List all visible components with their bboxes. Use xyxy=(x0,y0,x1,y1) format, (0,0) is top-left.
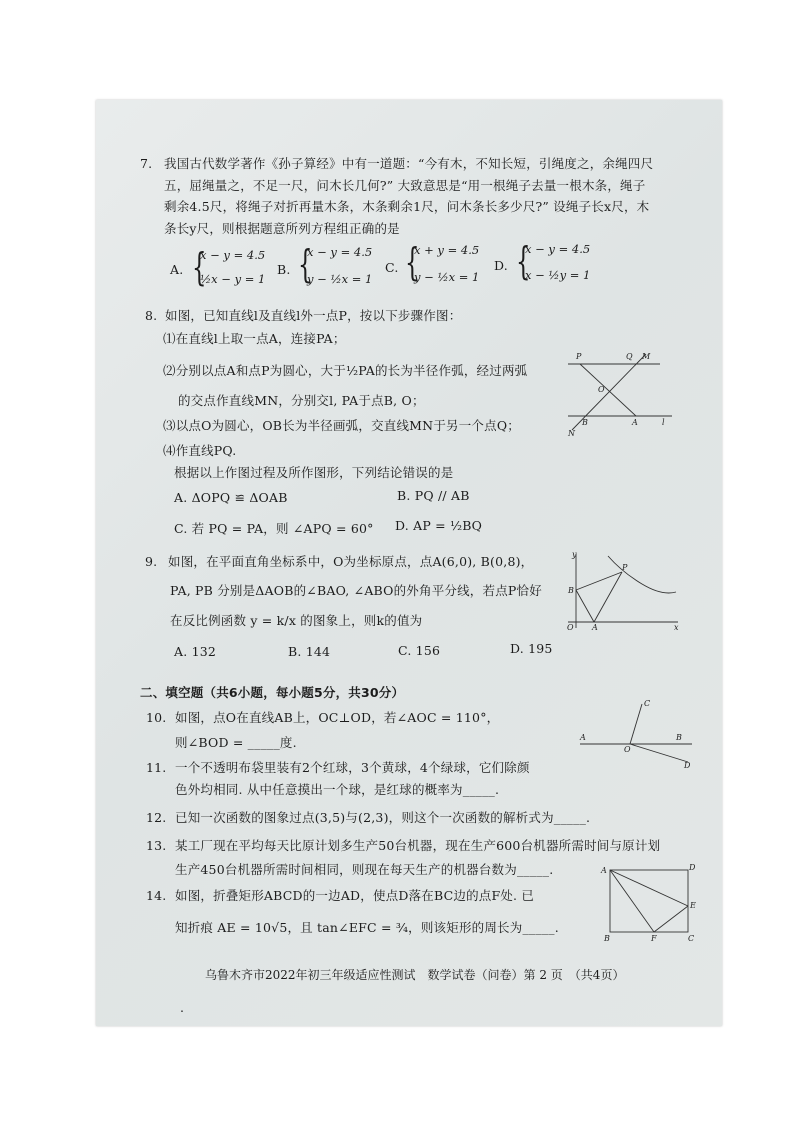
q14-line1: 如图，折叠矩形ABCD的一边AD，使点D落在BC边的点F处. 已 xyxy=(175,888,535,903)
q8-segment-pa xyxy=(580,364,636,416)
page-footer: 乌鲁木齐市2022年初三年级适应性测试 数学试卷（问卷）第 2 页 （共4页） xyxy=(205,968,625,982)
q7-line4: 条长y尺，则根据题意所列方程组正确的是 xyxy=(164,221,400,236)
q10-ray-oc xyxy=(630,704,642,744)
q8-option-d: D. AP = ½BQ xyxy=(395,518,483,533)
q7-option-c-eq2: y − ½x = 1 xyxy=(414,270,480,284)
q8-label-l: l xyxy=(662,418,665,427)
q10-label-d: D xyxy=(684,761,691,770)
q7-option-c-brace: { xyxy=(405,240,420,284)
q14-label-d: D xyxy=(689,863,696,872)
q7-line2: 五，屈绳量之，不足一尺，问木长几何?” 大致意思是“用一根绳子去量一根木条，绳子 xyxy=(164,178,646,193)
q7-option-d-brace: { xyxy=(516,239,531,283)
q7-option-d-eq2: x − ½y = 1 xyxy=(525,268,591,282)
q7-option-c-eq1: x + y = 4.5 xyxy=(414,243,480,257)
q7-option-c-label: C. xyxy=(385,260,399,275)
q8-label-n: N xyxy=(568,429,575,438)
q8-label-b: B xyxy=(582,418,588,427)
q7-option-a-eq2: ½x − y = 1 xyxy=(200,272,266,286)
q8-step3: ⑶以点O为圆心，OB长为半径画弧，交直线MN于另一个点Q； xyxy=(163,418,520,433)
q14-number: 14. xyxy=(146,888,167,903)
q8-step2b: 的交点作直线MN，分别交l, PA于点B, O； xyxy=(178,393,425,408)
q8-label-p: P xyxy=(576,352,582,361)
q10-line2: 则∠BOD = _____度. xyxy=(175,735,297,750)
q14-segment-af xyxy=(610,870,654,932)
q13-number: 13. xyxy=(146,838,167,853)
q14-figure xyxy=(600,862,700,942)
q10-number: 10. xyxy=(146,710,167,725)
q12-line1: 已知一次函数的图象过点(3,5)与(2,3)，则这个一次函数的解析式为_____. xyxy=(175,810,591,825)
q11-line2: 色外均相同. 从中任意摸出一个球，是红球的概率为_____. xyxy=(175,782,500,797)
q8-question: 根据以上作图过程及所作图形，下列结论错误的是 xyxy=(174,465,454,480)
q10-label-c: C xyxy=(644,699,651,708)
q9-label-x: x xyxy=(674,623,679,632)
q8-step2a: ⑵分别以点A和点P为圆心，大于½PA的长为半径作弧，经过两弧 xyxy=(163,363,528,378)
q9-segment-bp xyxy=(576,572,622,590)
q9-label-p: P xyxy=(622,563,628,572)
q9-option-a: A. 132 xyxy=(174,644,217,659)
q9-line2: PA, PB 分别是ΔAOB的∠BAO, ∠ABO的外角平分线，若点P恰好 xyxy=(170,583,542,598)
q10-ray-od xyxy=(630,744,688,762)
q14-line2: 知折痕 AE = 10√5，且 tan∠EFC = ¾，则该矩形的周长为_____. xyxy=(175,920,559,935)
q14-label-c: C xyxy=(688,934,695,943)
q14-label-e: E xyxy=(690,901,696,910)
q10-label-o: O xyxy=(624,745,631,754)
q14-label-b: B xyxy=(604,934,610,943)
q13-line1: 某工厂现在平均每天比原计划多生产50台机器，现在生产600台机器所需时间与原计划 xyxy=(175,838,661,853)
q9-option-b: B. 144 xyxy=(288,644,331,659)
q9-figure xyxy=(562,548,682,632)
q8-step4: ⑷作直线PQ. xyxy=(163,443,237,458)
q7-line3: 剩余4.5尺，将绳子对折再量木条，木条剩余1尺，问木条长多少尺?” 设绳子长x尺，木 xyxy=(164,199,650,214)
q8-label-o: O xyxy=(598,385,605,394)
q8-figure xyxy=(560,348,680,438)
q7-option-b-eq2: y − ½x = 1 xyxy=(307,272,373,286)
q7-option-d-label: D. xyxy=(494,258,508,273)
q8-number: 8. xyxy=(145,308,158,323)
q9-label-b: B xyxy=(568,586,574,595)
q7-option-a-label: A. xyxy=(170,262,184,277)
q9-segment-ab xyxy=(576,590,594,622)
q8-option-b: B. PQ // AB xyxy=(397,488,470,503)
q7-option-a-brace: { xyxy=(192,245,207,289)
q7-option-b-eq1: x − y = 4.5 xyxy=(307,245,373,259)
q8-option-c: C. 若 PQ = PA，则 ∠APQ = 60° xyxy=(174,521,374,536)
q8-label-a: A xyxy=(632,418,638,427)
section2-title: 二、填空题（共6小题，每小题5分，共30分） xyxy=(140,685,405,700)
q14-label-f: F xyxy=(651,934,657,943)
q8-option-a: A. ΔOPQ ≌ ΔOAB xyxy=(174,490,288,505)
q7-option-b-label: B. xyxy=(277,262,291,277)
q7-option-d-eq1: x − y = 4.5 xyxy=(525,242,591,256)
q8-label-m: M xyxy=(642,352,651,361)
q11-line1: 一个不透明布袋里装有2个红球，3个黄球，4个绿球，它们除颜 xyxy=(175,760,530,775)
q8-intro: 如图，已知直线l及直线l外一点P，按以下步骤作图： xyxy=(165,308,462,323)
q12-number: 12. xyxy=(146,810,167,825)
q9-segment-ap xyxy=(594,572,622,622)
q9-label-y: y xyxy=(572,550,577,559)
q8-step1: ⑴在直线l上取一点A，连接PA； xyxy=(163,331,346,346)
q9-number: 9. xyxy=(145,554,158,569)
q7-option-a-eq1: x − y = 4.5 xyxy=(200,248,266,262)
q13-line2: 生产450台机器所需时间相同，则现在每天生产的机器台数为_____. xyxy=(175,862,554,877)
q9-option-d: D. 195 xyxy=(510,641,553,656)
q14-label-a: A xyxy=(601,866,607,875)
q9-label-o: O xyxy=(567,623,574,632)
q10-line1: 如图，点O在直线AB上，OC⊥OD，若∠AOC = 110°， xyxy=(175,710,500,725)
q14-crease-ae xyxy=(610,870,688,906)
q9-line1: 如图，在平面直角坐标系中，O为坐标原点，点A(6,0), B(0,8)， xyxy=(168,554,534,569)
q9-label-a: A xyxy=(592,623,598,632)
q10-label-a: A xyxy=(580,733,586,742)
q14-segment-fe xyxy=(654,906,688,932)
q7-option-b-brace: { xyxy=(298,242,313,286)
q10-label-b: B xyxy=(676,733,682,742)
q9-hyperbola xyxy=(608,556,676,593)
q9-line3: 在反比例函数 y = k/x 的图象上，则k的值为 xyxy=(170,613,423,628)
q7-line1: 我国古代数学著作《孙子算经》中有一道题：“今有木，不知长短，引绳度之，余绳四尺 xyxy=(164,156,654,171)
q9-option-c: C. 156 xyxy=(398,643,441,658)
q8-label-q: Q xyxy=(626,352,633,361)
q7-number: 7. xyxy=(140,156,153,171)
stray-mark: . xyxy=(180,1000,185,1015)
q11-number: 11. xyxy=(146,760,167,775)
q10-figure xyxy=(576,694,696,770)
